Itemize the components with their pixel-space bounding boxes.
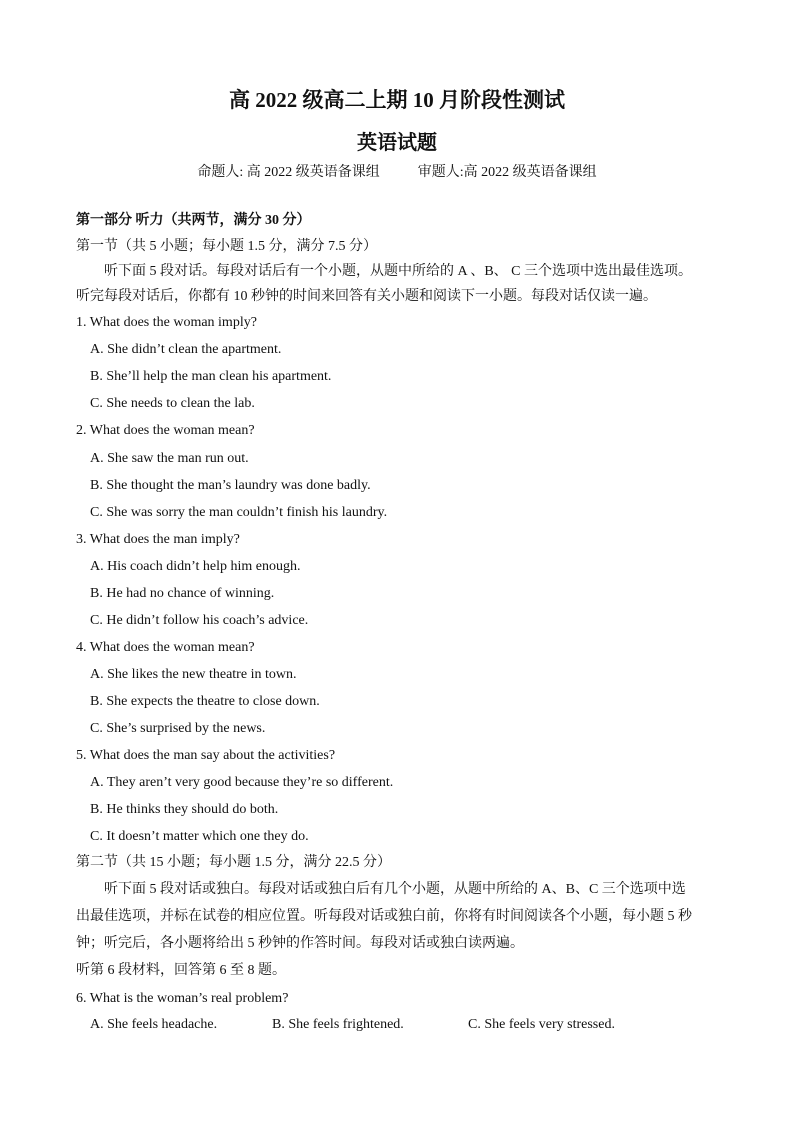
question-1-option-b: B. She’ll help the man clean his apartment. (90, 369, 332, 384)
question-3: 3. What does the man imply? (76, 532, 240, 547)
section2-heading: 第二节（共 15 小题；每小题 1.5 分，满分 22.5 分） (76, 855, 391, 870)
question-1-option-c: C. She needs to clean the lab. (90, 396, 255, 411)
question-4: 4. What does the woman mean? (76, 640, 255, 655)
section1-instructions-1: 听下面 5 段对话。每段对话后有一个小题，从题中所给的 A 、B、 C 三个选项中选出最佳选项。 (104, 264, 693, 279)
question-2: 2. What does the woman mean? (76, 423, 255, 438)
exam-title: 高 2022 级高二上期 10 月阶段性测试 (229, 88, 565, 112)
question-2-option-c: C. She was sorry the man couldn’t finish his laundry. (90, 505, 388, 520)
question-2-option-b: B. She thought the man’s laundry was done badly. (90, 478, 371, 493)
section2-instructions-2: 出最佳选项，并标在试卷的相应位置。听每段对话或独白前，你将有时间阅读各个小题，每小题 5 秒 (76, 909, 692, 924)
question-3-option-c: C. He didn’t follow his coach’s advice. (90, 613, 309, 628)
question-2-option-a: A. She saw the man run out. (90, 451, 249, 466)
question-4-option-c: C. She’s surprised by the news. (90, 721, 266, 736)
question-6: 6. What is the woman’s real problem? (76, 991, 289, 1006)
question-4-option-a: A. She likes the new theatre in town. (90, 667, 297, 682)
question-3-option-b: B. He had no chance of winning. (90, 586, 275, 601)
subject-title: 英语试题 (357, 132, 437, 154)
author-line (0, 161, 794, 181)
section1-heading: 第一节（共 5 小题；每小题 1.5 分，满分 7.5 分） (76, 239, 377, 254)
question-5-option-a: A. They aren’t very good because they’re so different. (90, 775, 394, 790)
question-6-option-b: B. She feels frightened. (272, 1017, 404, 1032)
reviewer-label: 审题人:高 2022 级英语备课组 (417, 165, 597, 180)
setter-label: 命题人: 高 2022 级英语备课组 (197, 165, 380, 180)
question-5-option-c: C. It doesn’t matter which one they do. (90, 829, 309, 844)
section2-instructions-1: 听下面 5 段对话或独白。每段对话或独白后有几个小题，从题中所给的 A、B、C 三个选项中选 (104, 882, 686, 897)
question-3-option-a: A. His coach didn’t help him enough. (90, 559, 301, 574)
section1-instructions-2: 听完每段对话后，你都有 10 秒钟的时间来回答有关小题和阅读下一小题。每段对话仅读一遍。 (76, 289, 657, 304)
question-5-option-b: B. He thinks they should do both. (90, 802, 279, 817)
section2-instructions-3: 钟；听完后，各小题将给出 5 秒钟的作答时间。每段对话或独白读两遍。 (76, 936, 524, 951)
question-1: 1. What does the woman imply? (76, 315, 257, 330)
part1-heading: 第一部分 听力（共两节，满分 30 分） (76, 213, 311, 228)
question-6-option-c: C. She feels very stressed. (468, 1017, 615, 1032)
question-1-option-a: A. She didn’t clean the apartment. (90, 342, 282, 357)
material-6-label: 听第 6 段材料，回答第 6 至 8 题。 (76, 963, 286, 978)
question-5: 5. What does the man say about the activities? (76, 748, 336, 763)
question-4-option-b: B. She expects the theatre to close down. (90, 694, 320, 709)
question-6-option-a: A. She feels headache. (90, 1017, 218, 1032)
